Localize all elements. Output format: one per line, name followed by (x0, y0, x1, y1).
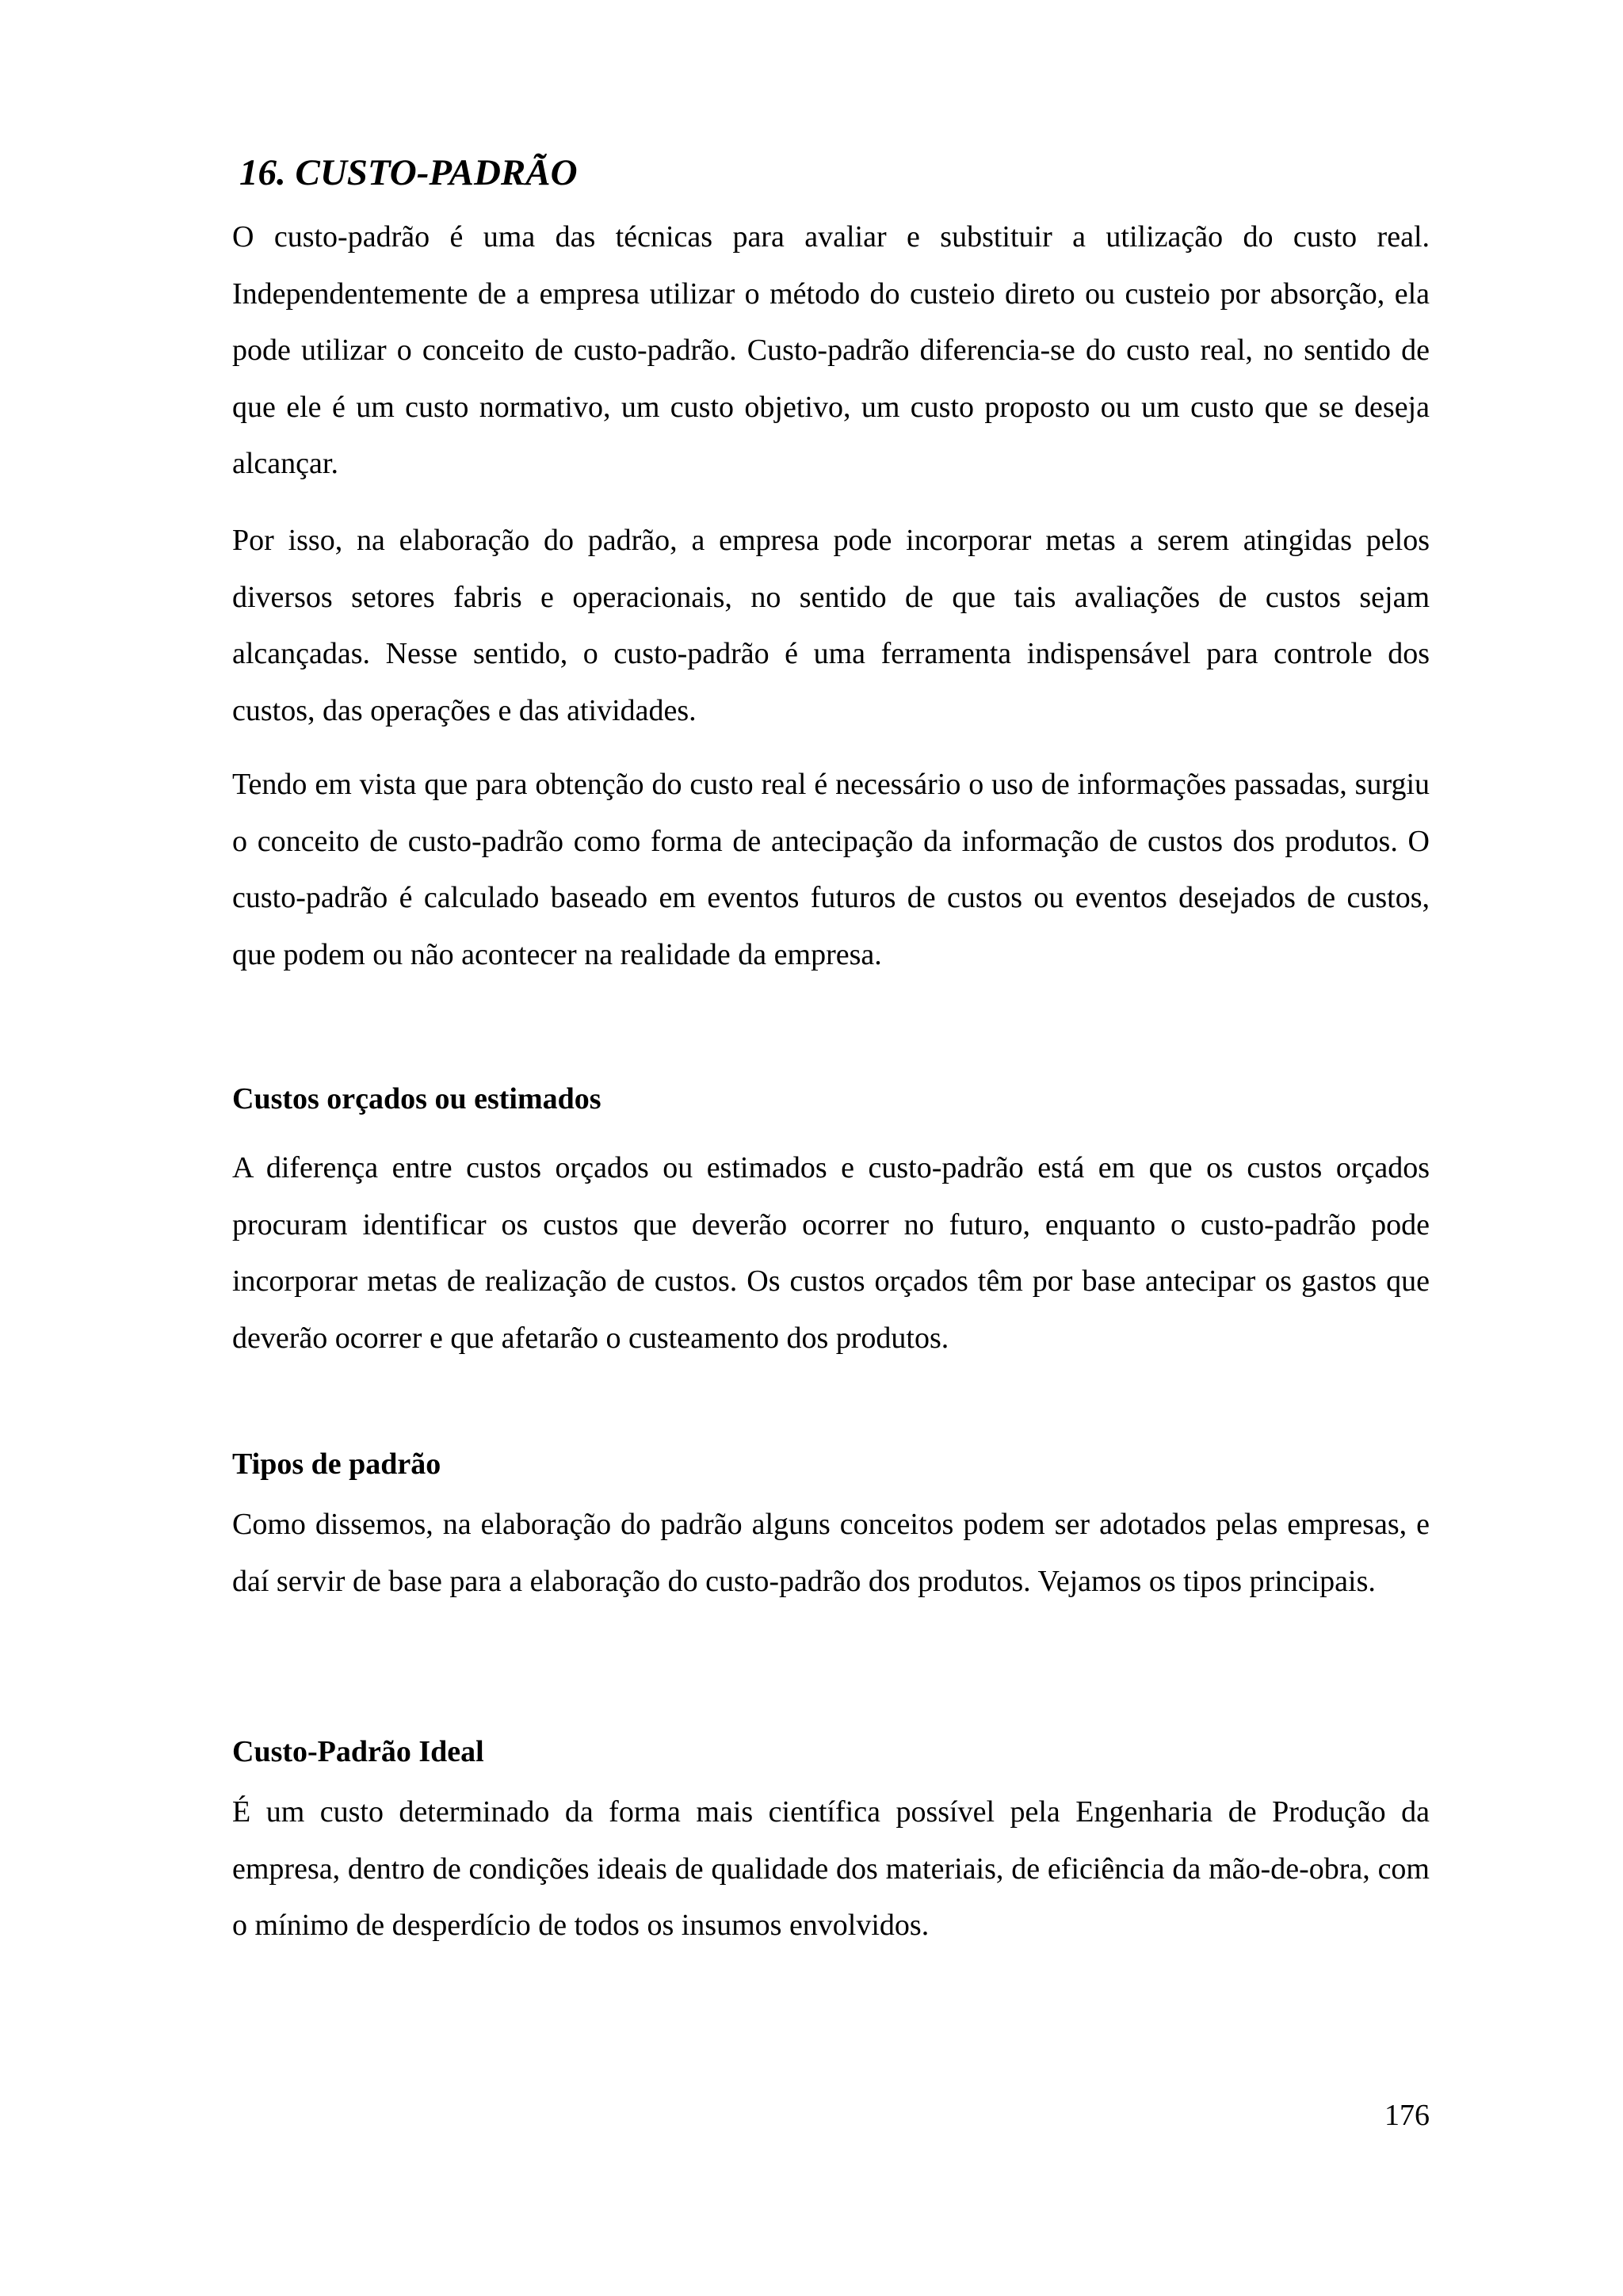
section-text-tipos-de-padrao: Como dissemos, na elaboração do padrão alguns conceitos podem ser adotados pelas empresas, e daí servir de base para a elaboração do custo-padrão dos produtos. Vejamos os tipos principais. (232, 1508, 1430, 1598)
paragraph-custo-real: Tendo em vista que para obtenção do custo real é necessário o uso de informações passadas, surgiu o conceito de custo-padrão como forma de antecipação da informação de custos dos produtos. O custo-padrão é calculado baseado em eventos futuros de custos ou eventos desejados de custos, que podem ou não acontecer na realidade da empresa. (232, 768, 1430, 971)
chapter-title: 16. CUSTO-PADRÃO (239, 152, 578, 193)
section-text-custo-padrao-ideal: É um custo determinado da forma mais científica possível pela Engenharia de Produção da empresa, dentro de condições ideais de qualidade dos materiais, de eficiência da mão-de-obra, com o mínimo de desperdício de todos os insumos envolvidos. (232, 1795, 1430, 1942)
paragraph-metas: Por isso, na elaboração do padrão, a empresa pode incorporar metas a serem atingidas pelos diversos setores fabris e operacionais, no sentido de que tais avaliações de custos sejam alcançadas. Nesse sentido, o custo-padrão é uma ferramenta indispensável para controle dos custos, das operações e das atividades. (232, 524, 1430, 727)
section-heading-custo-padrao-ideal: Custo-Padrão Ideal (232, 1735, 484, 1768)
paragraph-intro: O custo-padrão é uma das técnicas para avaliar e substituir a utilização do custo real. Independentemente de a empresa utilizar o método do custeio direto ou custeio por absorção, ela pode utilizar o conceito de custo-padrão. Custo-padrão diferencia-se do custo real, no sentido de que ele é um custo normativo, um custo objetivo, um custo proposto ou um custo que se deseja alcançar. (232, 220, 1430, 480)
section-heading-custos-orcados: Custos orçados ou estimados (232, 1082, 601, 1116)
page-number: 176 (1384, 2099, 1430, 2132)
section-text-custos-orcados: A diferença entre custos orçados ou estimados e custo-padrão está em que os custos orçados procuram identificar os custos que deverão ocorrer no futuro, enquanto o custo-padrão pode incorporar metas de realização de custos. Os custos orçados têm por base antecipar os gastos que deverão ocorrer e que afetarão o custeamento dos produtos. (232, 1151, 1430, 1355)
section-heading-tipos-de-padrao: Tipos de padrão (232, 1447, 441, 1481)
